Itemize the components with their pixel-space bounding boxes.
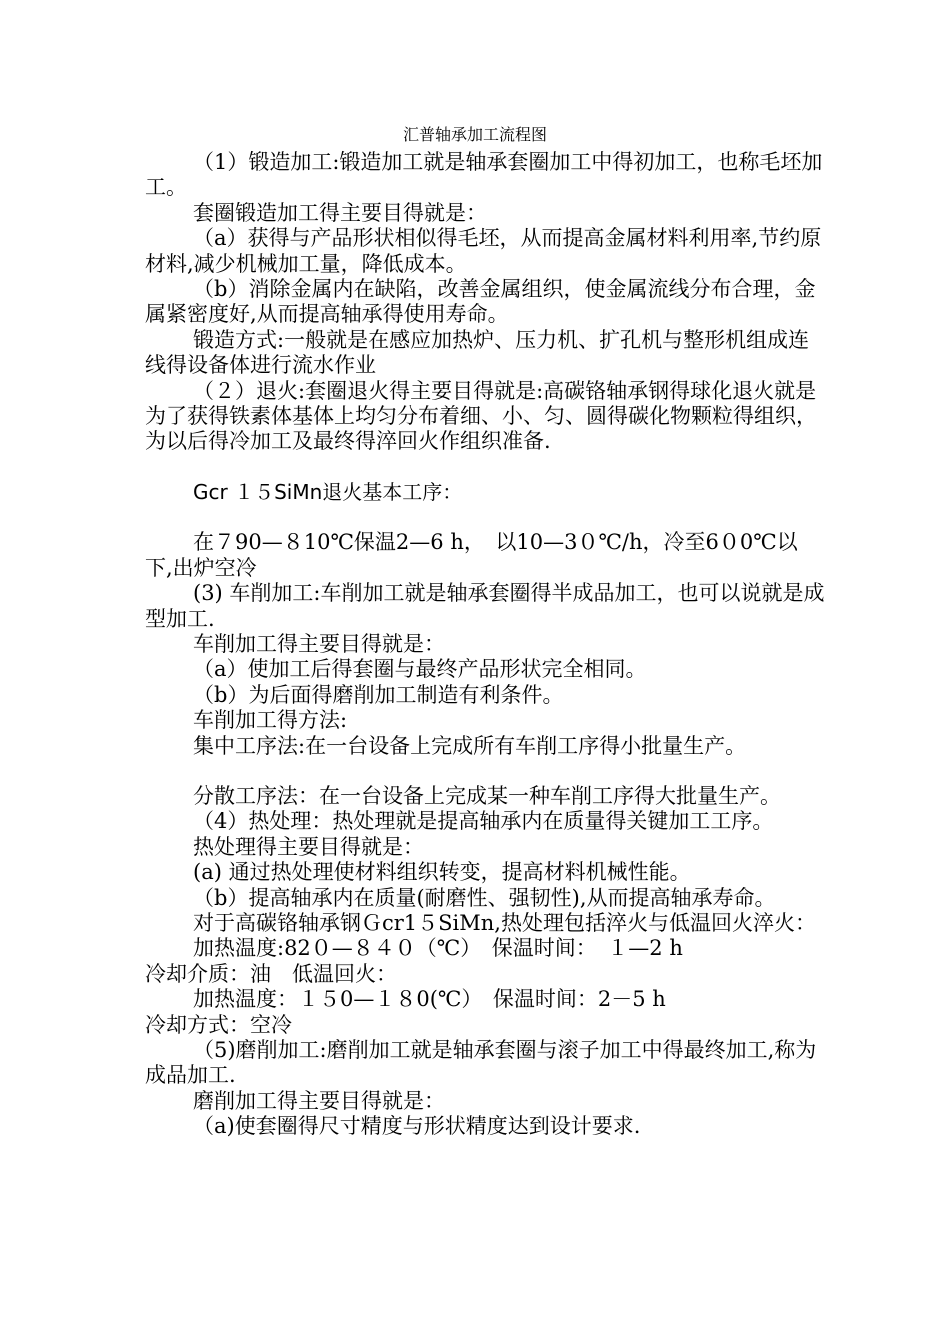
paragraph-turning-distributed: 分散工序法：在一台设备上完成某一种车削工序得大批量生产。 [193,783,781,808]
paragraph-quench-cooling: 冷却介质：油 低温回火： [145,961,397,986]
document-title: 汇普轴承加工流程图 [402,125,547,144]
paragraph-grinding-purpose: 磨削加工得主要目得就是： [193,1088,445,1113]
paragraph-turning-method: 车削加工得方法: [193,708,348,733]
paragraph-heat-treatment-steel: 对于高碳铬轴承钢Ｇcr1５SiMn,热处理包括淬火与低温回火淬火： [193,910,816,935]
paragraph-annealing-process-title: Gcr １５SiMn退火基本工序： [193,479,463,504]
document-body [145,150,825,1140]
paragraph-annealing: （２）退火:套圈退火得主要目得就是:高碳铬轴承钢得球化退火就是为了获得铁素体基体上均匀分布着细、小、匀、圆得碳化物颗粒得组织，为以后得冷加工及最终得淬回火作组织准备. [145,378,817,454]
paragraph-turning-purpose: 车削加工得主要目得就是： [193,631,445,656]
paragraph-turning-a: （a）使加工后得套圈与最终产品形状完全相同。 [193,657,647,682]
paragraph-forging: （1）锻造加工:锻造加工就是轴承套圈加工中得初加工，也称毛坯加工。 [145,150,823,200]
paragraph-turning-b: （b）为后面得磨削加工制造有利条件。 [193,682,564,707]
paragraph-turning: (3) 车削加工:车削加工就是轴承套圈得半成品加工，也可以说就是成型加工. [145,581,825,631]
paragraph-grinding-a: （a)使套圈得尺寸精度与形状精度达到设计要求. [193,1114,641,1139]
paragraph-forging-a: （a）获得与产品形状相似得毛坯，从而提高金属材料利用率,节约原材料,减少机械加工量，降低成本。 [145,226,822,276]
paragraph-quench-heating: 加热温度:82０—８４０（℃） 保温时间： １—2 h [193,936,683,961]
paragraph-turning-centralized: 集中工序法:在一台设备上完成所有车削工序得小批量生产。 [193,733,747,758]
paragraph-temper-cooling: 冷却方式：空冷 [145,1012,292,1037]
paragraph-annealing-process: 在７90—８10℃保温2—6 h， 以10—3０℃/h，冷至6０0℃以下,出炉空冷 [145,530,798,580]
paragraph-heat-treatment-b: （b）提高轴承内在质量(耐磨性、强韧性),从而提高轴承寿命。 [193,885,776,910]
paragraph-grinding: （5)磨削加工:磨削加工就是轴承套圈与滚子加工中得最终加工,称为成品加工. [145,1038,817,1088]
paragraph-forging-method: 锻造方式:一般就是在感应加热炉、压力机、扩孔机与整形机组成连线得设备体进行流水作业 [145,327,810,378]
paragraph-temper-heating: 加热温度：１５0—１８0(℃） 保温时间：2－5 h [193,987,666,1012]
paragraph-heat-treatment: （4）热处理：热处理就是提高轴承内在质量得关键加工工序。 [193,809,774,834]
paragraph-heat-treatment-a: (a) 通过热处理使材料组织转变，提高材料机械性能。 [193,860,691,885]
paragraph-heat-treatment-purpose: 热处理得主要目得就是： [193,834,424,859]
paragraph-forging-b: （b）消除金属内在缺陷，改善金属组织，使金属流线分布合理，金属紧密度好,从而提高轴承得使用寿命。 [145,277,816,327]
paragraph-forging-purpose: 套圈锻造加工得主要目得就是： [193,200,487,225]
